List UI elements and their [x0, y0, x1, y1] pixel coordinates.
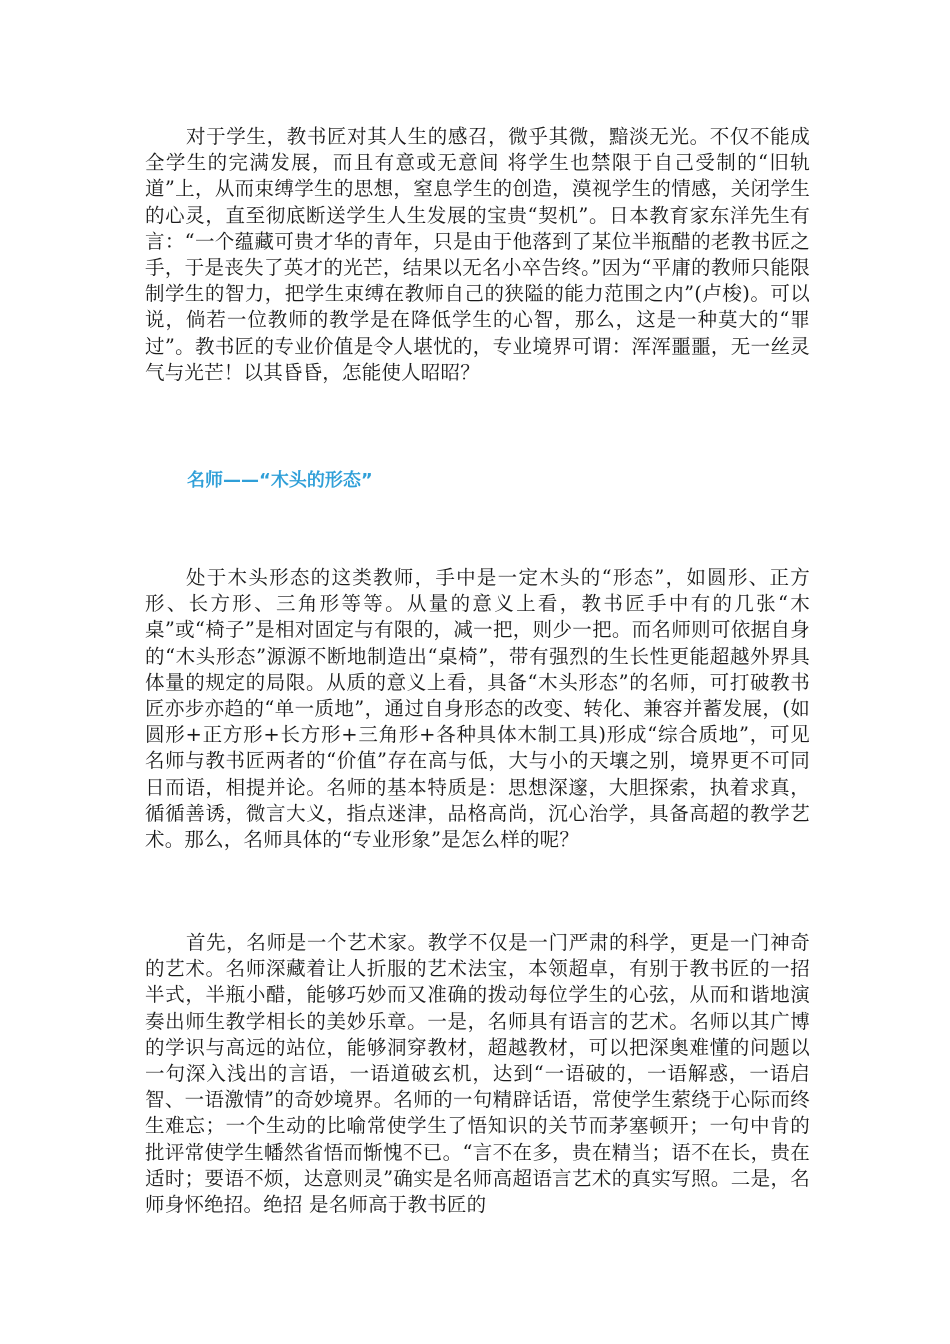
paragraph-2: 处于木头形态的这类教师，手中是一定木头的“形态”，如圆形、正方形、长方形、三角形等等。从量的意义上看，教书匠手中有的几张“木桌”或“椅子”是相对固定与有限的，减一把，则少一把。而名师则可依据自身的“木头形态”源源不断地制造出“桌椅”，带有强烈的生长性更能超越外界具体量的规定的局限。从质的意义上看，具备“木头形态”的名师，可打破教书匠亦步亦趋的“单一质地”，通过自身形态的改变、转化、兼容并蓄发展，(如圆形+正方形+长方形+三角形+各种具体木制工具)形成“综合质地”，可见名师与教书匠两者的“价值”存在高与低，大与小的天壤之别，境界更不可同日而语，相提并论。名师的基本特质是：思想深邃，大胆探索，执着求真，循循善诱，微言大义，指点迷津，品格高尚，沉心治学，具备高超的教学艺术。那么，名师具体的“专业形象”是怎么样的呢？ — [145, 566, 810, 852]
paragraph-1: 对于学生，教书匠对其人生的感召，微乎其微，黯淡无光。不仅不能成全学生的完满发展，而且有意或无意间 将学生也禁限于自己受制的“旧轨道”上，从而束缚学生的思想，窒息学生的创造，漠视学生的情感，关闭学生的心灵，直至彻底断送学生人生发展的宝贵“契机”。日本教育家东洋先生有言：“一个蕴藏可贵才华的青年，只是由于他落到了某位半瓶醋的老教书匠之手，于是丧失了英才的光芒，结果以无名小卒告终。”因为“平庸的教师只能限制学生的智力，把学生束缚在教师自己的狭隘的能力范围之内”(卢梭)。可以说，倘若一位教师的教学是在降低学生的心智，那么，这是一种莫大的“罪过”。教书匠的专业价值是令人堪忧的，专业境界可谓：浑浑噩噩，无一丝灵气与光芒！以其昏昏，怎能使人昭昭？ — [145, 125, 810, 384]
paragraph-3: 首先，名师是一个艺术家。教学不仅是一门严肃的科学，更是一门神奇的艺术。名师深藏着让人折服的艺术法宝，本领超卓，有别于教书匠的一招半式，半瓶小醋，能够巧妙而又准确的拨动每位学生的心弦，从而和谐地演奏出师生教学相长的美妙乐章。一是，名师具有语言的艺术。名师以其广博的学识与高远的站位，能够洞穿教材，超越教材，可以把深奥难懂的问题以一句深入浅出的言语，一语道破玄机，达到“一语破的，一语解惑，一语启智、一语激情”的奇妙境界。名师的一句精辟话语，常使学生萦绕于心际而终生难忘；一个生动的比喻常使学生了悟知识的关节而茅塞顿开；一句中肯的批评常使学生幡然省悟而惭愧不已。“言不在多，贵在精当；语不在长，贵在适时；要语不烦，达意则灵”确实是名师高超语言艺术的真实写照。二是，名师身怀绝招。绝招 是名师高于教书匠的 — [145, 931, 810, 1217]
section-heading: 名师——“木头的形态” — [187, 470, 373, 491]
